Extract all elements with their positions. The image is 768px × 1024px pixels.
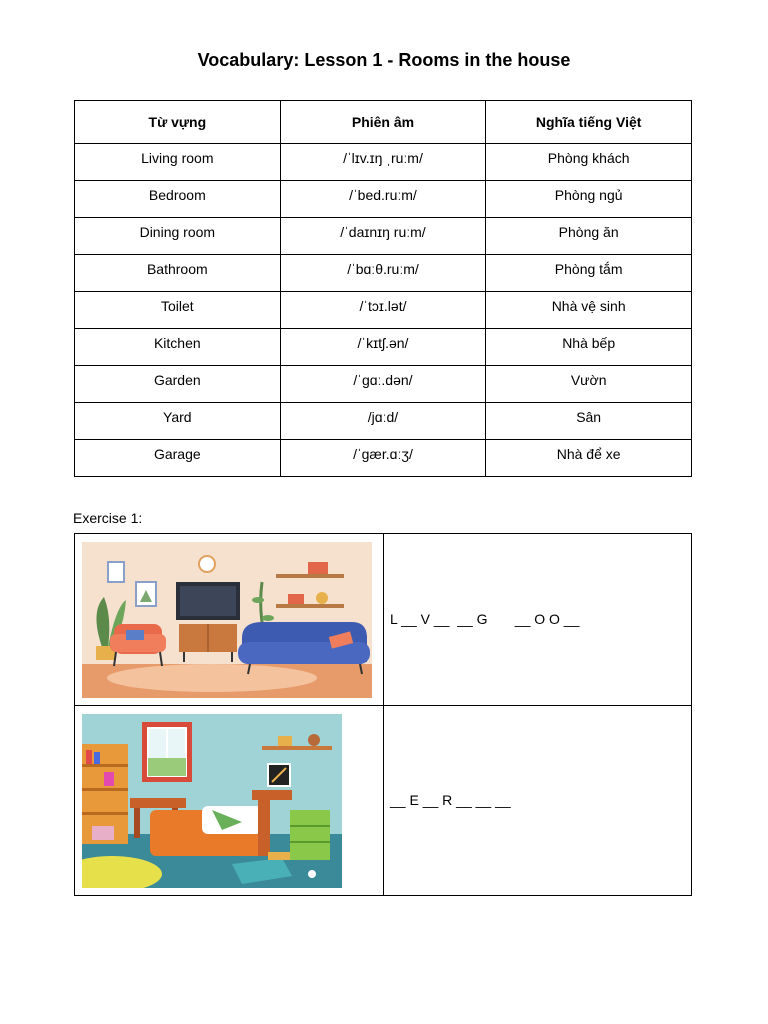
header-pronunciation: Phiên âm <box>280 101 486 144</box>
meaning-cell: Phòng ngủ <box>486 181 692 218</box>
pronunciation-cell: /ˈkɪtʃ.ən/ <box>280 329 486 366</box>
page-title: Vocabulary: Lesson 1 - Rooms in the house <box>197 50 571 70</box>
word-clue: __ E __ R __ __ __ <box>390 791 511 808</box>
table-row <box>75 255 692 292</box>
table-header-row <box>75 101 692 144</box>
exercise-label: Exercise 1: <box>73 510 143 526</box>
word-cell: Toilet <box>75 292 281 329</box>
exercise-row <box>75 706 692 896</box>
clue-cell <box>384 706 692 896</box>
table-row <box>75 218 692 255</box>
meaning-cell: Sân <box>486 403 692 440</box>
meaning-cell: Vườn <box>486 366 692 403</box>
header-word: Từ vựng <box>75 101 281 144</box>
pronunciation-cell: /ˈɡær.ɑːʒ/ <box>280 440 486 477</box>
pronunciation-cell: /ˈdaɪnɪŋ ruːm/ <box>280 218 486 255</box>
table-row <box>75 181 692 218</box>
pronunciation-cell: /ˈtɔɪ.lət/ <box>280 292 486 329</box>
bedroom-illustration <box>82 714 342 888</box>
word-cell: Bedroom <box>75 181 281 218</box>
pronunciation-cell: /ˈbɑːθ.ruːm/ <box>280 255 486 292</box>
pronunciation-cell: /ˈbed.ruːm/ <box>280 181 486 218</box>
clue-cell <box>384 534 692 706</box>
word-cell: Yard <box>75 403 281 440</box>
pronunciation-cell: /jɑːd/ <box>280 403 486 440</box>
word-cell: Garage <box>75 440 281 477</box>
meaning-cell: Phòng khách <box>486 144 692 181</box>
header-meaning: Nghĩa tiếng Việt <box>486 101 692 144</box>
word-clue: L __ V __ __ G __ O O __ <box>390 610 580 627</box>
table-row <box>75 440 692 477</box>
table-row <box>75 366 692 403</box>
exercise-row <box>75 534 692 706</box>
word-cell: Kitchen <box>75 329 281 366</box>
word-cell: Bathroom <box>75 255 281 292</box>
image-cell <box>75 534 384 706</box>
table-row <box>75 329 692 366</box>
word-cell: Dining room <box>75 218 281 255</box>
table-row <box>75 403 692 440</box>
image-cell <box>75 706 384 896</box>
pronunciation-cell: /ˈlɪv.ɪŋ ˌruːm/ <box>280 144 486 181</box>
table-row <box>75 144 692 181</box>
exercise-table <box>74 533 692 896</box>
meaning-cell: Nhà bếp <box>486 329 692 366</box>
meaning-cell: Phòng ăn <box>486 218 692 255</box>
vocabulary-table <box>74 100 692 477</box>
living-room-illustration <box>82 542 372 698</box>
word-cell: Garden <box>75 366 281 403</box>
pronunciation-cell: /ˈɡɑː.dən/ <box>280 366 486 403</box>
word-cell: Living room <box>75 144 281 181</box>
meaning-cell: Phòng tắm <box>486 255 692 292</box>
meaning-cell: Nhà để xe <box>486 440 692 477</box>
table-row <box>75 292 692 329</box>
meaning-cell: Nhà vệ sinh <box>486 292 692 329</box>
